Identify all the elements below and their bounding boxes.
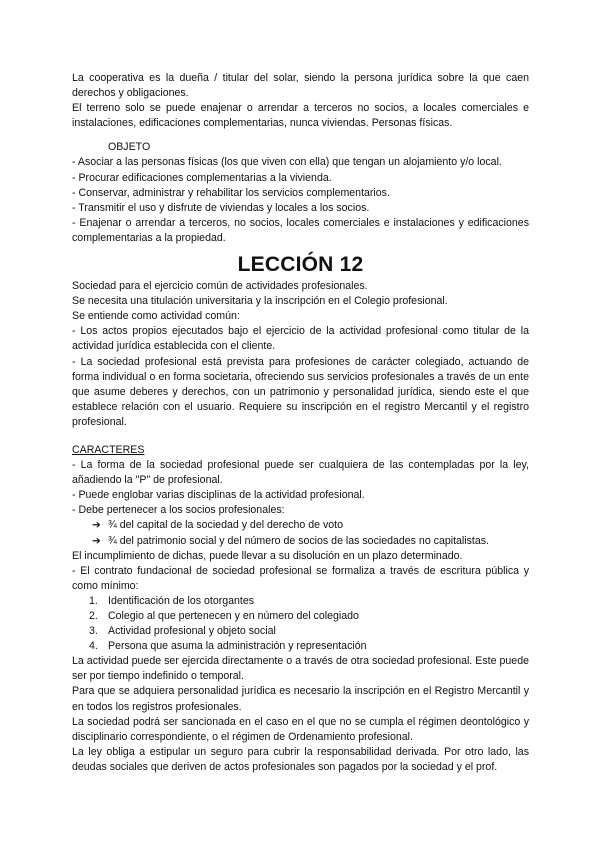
lesson-paragraph: Se necesita una titulación universitaria y la inscripción en el Colegio profesional. [72,295,448,308]
caracteres-section [72,443,529,775]
caracteres-item: - El contrato fundacional de sociedad profesional se formaliza a través de escritura pública y como mínimo: [72,564,529,592]
numbered-item-text: Identificación de los otorgantes [108,594,255,607]
numbered-list [72,594,529,654]
objeto-item: - Enajenar o arrendar a terceros, no socios, locales comerciales e instalaciones y edificaciones complementarias a la propiedad. [72,216,529,244]
numbered-item-text: Actividad profesional y objeto social [108,625,276,638]
caracteres-item: - Debe pertenecer a los socios profesionales: [72,504,285,517]
objeto-item: - Conservar, administrar y rehabilitar los servicios complementarios. [72,186,390,199]
intro-section [72,71,529,131]
arrow-right-icon: ➔ [92,519,101,532]
numbered-item [89,609,529,624]
lesson-paragraph: Sociedad para el ejercicio común de actividades profesionales. [72,280,368,293]
lesson-section [72,279,529,430]
closing-paragraph: La actividad puede ser ejercida directamente o a través de otra sociedad profesional. Este puede ser por tiempo indefinido o temporal. [72,655,529,683]
objeto-item: - Transmitir el uso y disfrute de viviendas y locales a los socios. [72,201,370,214]
lesson-title: LECCIÓN 12 [237,253,364,277]
lesson-paragraph: Se entiende como actividad común: [72,310,240,323]
numbered-item-number: 4. [89,640,98,653]
objeto-item: - Procurar edificaciones complementarias a la vivienda. [72,171,332,184]
closing-paragraph: La sociedad podrá ser sancionada en el caso en el que no se cumpla el régimen deontológico y disciplinario correspondiente, o el régimen de Ordenamiento profesional. [72,715,529,743]
closing-paragraph: La ley obliga a estipular un seguro para cubrir la responsabilidad derivada. Por otro lado, las deudas sociales que deriven de actos profesionales son pagados por la sociedad y el prof. [72,745,529,773]
arrow-list [72,518,529,548]
arrow-item-text: ¾ del capital de la sociedad y del derecho de voto [108,519,343,532]
arrow-item-text: ¾ del patrimonio social y del número de socios de las sociedades no capitalistas. [108,534,489,547]
arrow-right-icon: ➔ [92,534,101,547]
section-spacer [72,430,529,443]
lesson-paragraph: - Los actos propios ejecutados bajo el ejercicio de la actividad profesional como titular de la actividad jurídica establecida con el cliente. [72,325,529,353]
numbered-item [89,594,529,609]
objeto-section [72,140,529,246]
objeto-heading: OBJETO [108,141,151,154]
numbered-item-text: Colegio al que pertenecen y en número del colegiado [108,610,359,622]
arrow-item [92,518,529,533]
objeto-item: - Asociar a las personas físicas (los que viven con ella) que tengan un alojamiento y/o local. [72,156,502,169]
arrow-item [92,534,529,549]
intro-paragraph: La cooperativa es la dueña / titular del solar, siendo la persona jurídica sobre la que caen derechos y obligaciones. [72,72,529,100]
caracteres-heading: CARACTERES [72,443,145,456]
caracteres-item: - La forma de la sociedad profesional puede ser cualquiera de las contempladas por la ley, añadiendo la "P" de profesional. [72,459,529,487]
numbered-item-number: 3. [89,625,98,638]
closing-paragraph: Para que se adquiera personalidad jurídica es necesario la inscripción en el Registro Mercantil y en todos los registros profesionales. [72,685,529,713]
caracteres-item: El incumplimiento de dichas, puede llevar a su disolución en un plazo determinado. [72,549,463,562]
numbered-item [89,624,529,639]
numbered-item-text: Persona que asuma la administración y representación [108,640,367,653]
caracteres-item: - Puede englobar varias disciplinas de la actividad profesional. [72,489,365,502]
numbered-item-number: 1. [89,594,98,607]
numbered-item [89,639,529,654]
intro-paragraph: El terreno solo se puede enajenar o arrendar a terceros no socios, a locales comerciales e instalaciones, edificaciones complementarias, nunca viviendas. Personas físicas. [72,102,529,130]
lesson-paragraph: - La sociedad profesional está prevista para profesiones de carácter colegiado, actuando de forma individual o en forma societaria, ofreciendo sus servicios profesionales a través de un ente que asume deberes y derechos, con un patrimonio y personalidad jurídica, siendo este el que establece relación con el usuario. Requiere su inscripción en el registro Mercantil y el registro profesional. [72,355,529,428]
numbered-item-number: 2. [89,610,98,622]
